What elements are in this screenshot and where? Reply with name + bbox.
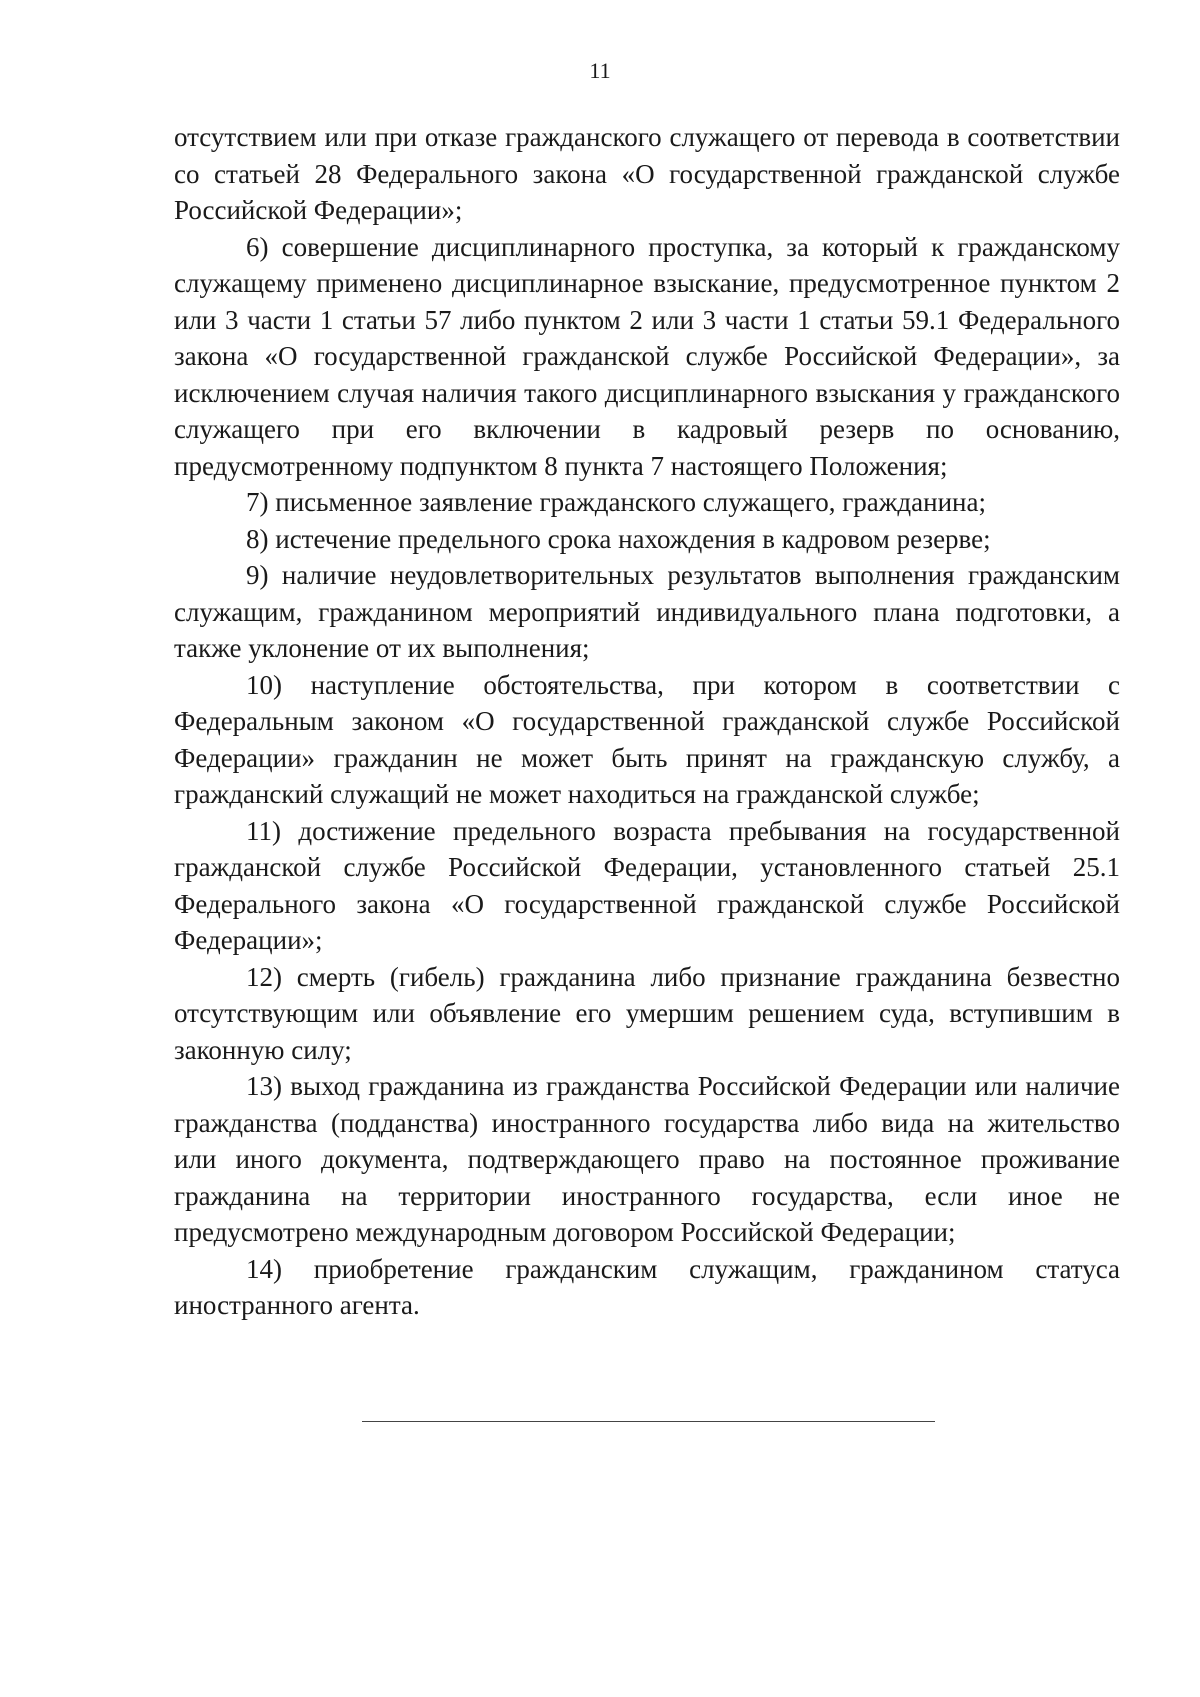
document-body bbox=[174, 119, 1120, 1324]
list-item-12: 12) смерть (гибель) гражданина либо признание гражданина безвестно отсутствующим или объявление его умершим решением суда, вступившим в законную силу; bbox=[174, 961, 1120, 1065]
list-item-7: 7) письменное заявление гражданского служащего, гражданина; bbox=[246, 487, 986, 517]
paragraph-continuation: отсутствием или при отказе гражданского служащего от перевода в соответствии со статьей 28 Федерального закона «О государственной гражданской службе Российской Федерации»; bbox=[174, 122, 1120, 225]
list-item-13: 13) выход гражданина из гражданства Российской Федерации или наличие гражданства (подданства) иностранного государства либо вида на жительство или иного документа, подтверждающего право на постоянное проживание гражданина на территории иностранного государства, если иное не предусмотрено международным договором Российской Федерации; bbox=[174, 1071, 1120, 1247]
list-item-10: 10) наступление обстоятельства, при котором в соответствии с Федеральным законом «О государственной гражданской службе Российской Федерации» гражданин не может быть принят на гражданскую службу, а гражданский служащий не может находиться на гражданской службе; bbox=[174, 669, 1120, 809]
list-item-9: 9) наличие неудовлетворительных результатов выполнения гражданским служащим, гражданином мероприятий индивидуального плана подготовки, а также уклонение от их выполнения; bbox=[174, 560, 1120, 663]
end-of-document-rule bbox=[362, 1421, 935, 1422]
list-item-14: 14) приобретение гражданским служащим, гражданином статуса иностранного агента. bbox=[174, 1253, 1120, 1320]
list-item-11: 11) достижение предельного возраста пребывания на государственной гражданской службе Российской Федерации, установленного статьей 25.1 Федерального закона «О государственной гражданской службе Российской Федерации»; bbox=[174, 815, 1120, 955]
page-number: 11 bbox=[589, 58, 611, 83]
list-item-6: 6) совершение дисциплинарного проступка, за который к гражданскому служащему применено дисциплинарное взыскание, предусмотренное пунктом 2 или 3 части 1 статьи 57 либо пунктом 2 или 3 части 1 статьи 59.1 Федерального закона «О государственной гражданской службе Российской Федерации», за исключением случая наличия такого дисциплинарного взыскания у гражданского служащего при его включении в кадровый резерв по основанию, предусмотренному подпунктом 8 пункта 7 настоящего Положения; bbox=[174, 231, 1120, 481]
list-item-8: 8) истечение предельного срока нахождения в кадровом резерве; bbox=[246, 523, 991, 554]
